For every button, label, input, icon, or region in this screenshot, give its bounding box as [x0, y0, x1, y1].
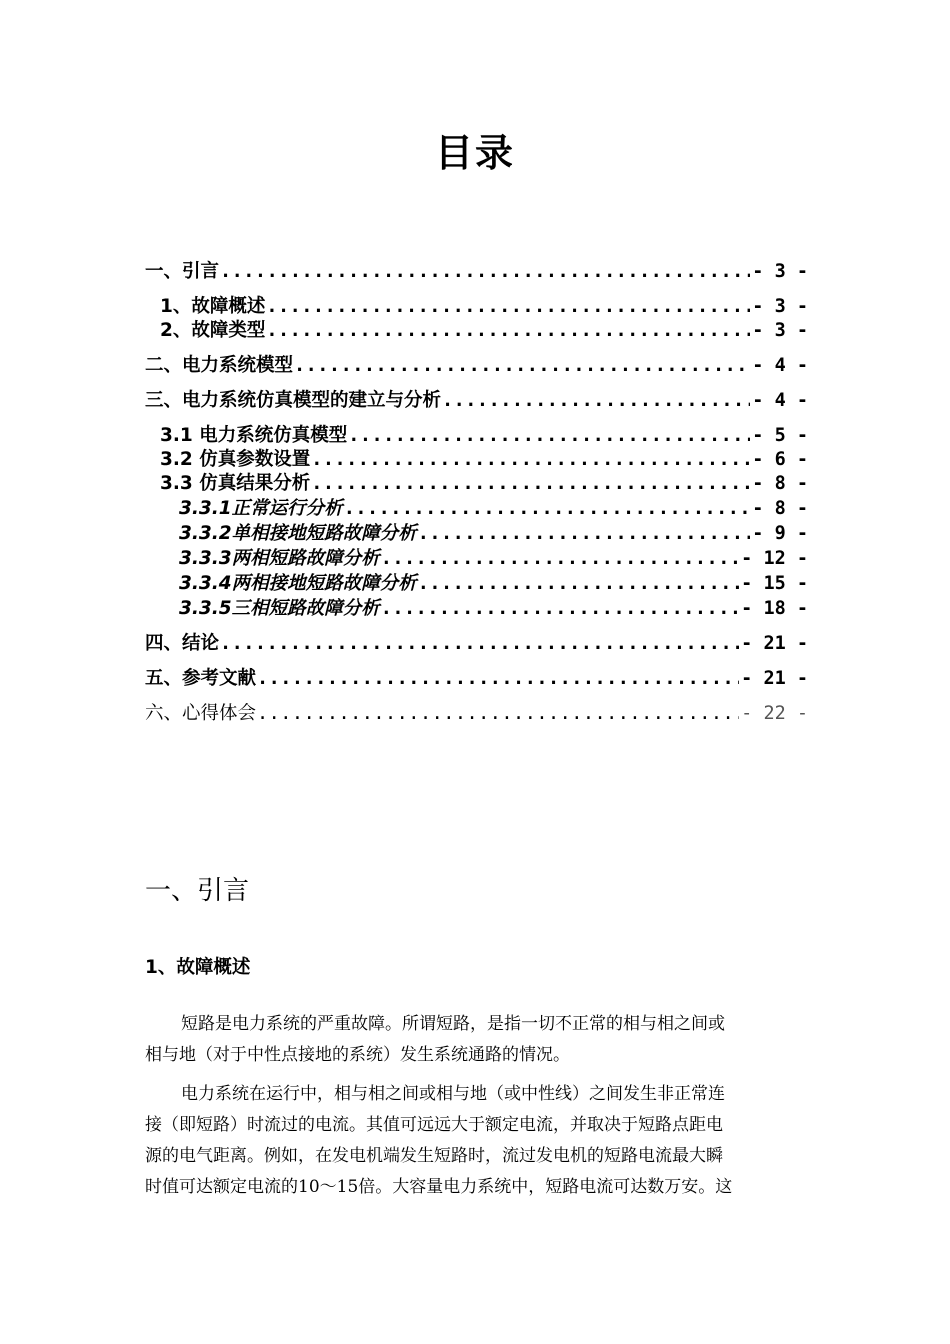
toc-leader-dots [442, 389, 750, 413]
toc-entry-page: - 8 - [752, 473, 808, 494]
paragraph-line: 时值可达额定电流的10～15倍。大容量电力系统中，短路电流可达数万安。这 [145, 1177, 733, 1197]
toc-entry-page: - 22 - [741, 703, 808, 724]
toc-entry-page: - 21 - [741, 668, 808, 689]
toc-leader-dots [344, 497, 751, 521]
toc-entry-text: 3.1 电力系统仿真模型 [160, 425, 348, 446]
toc-entry-text: 1、故障概述 [160, 296, 266, 317]
toc-leader-dots [418, 572, 739, 596]
toc-entry[interactable] [160, 295, 808, 319]
toc-entry[interactable] [179, 522, 808, 546]
toc-leader-dots [381, 547, 739, 571]
toc-entry-text: 3.3.3两相短路故障分析 [179, 548, 380, 569]
toc-entry-text: 六、心得体会 [145, 703, 257, 724]
toc-title: 目录 [434, 131, 515, 175]
toc-entry-text: 三、电力系统仿真模型的建立与分析 [145, 390, 442, 411]
toc-leader-dots [266, 295, 750, 319]
toc-entry-page: - 15 - [741, 573, 808, 594]
toc-leader-dots [418, 522, 751, 546]
toc-entry-page: - 6 - [752, 449, 808, 470]
toc-leader-dots [266, 319, 750, 343]
toc-leader-dots [311, 448, 750, 472]
toc-entry[interactable] [179, 572, 808, 596]
toc-entry-page: - 8 - [752, 498, 808, 519]
paragraph [145, 1079, 805, 1203]
toc-entry[interactable] [145, 389, 808, 413]
toc-entry-page: - 5 - [752, 425, 808, 446]
toc-entry-text: 3.2 仿真参数设置 [160, 449, 311, 470]
toc-entry-text: 五、参考文献 [145, 668, 257, 689]
toc-entry-text: 二、电力系统模型 [145, 355, 294, 376]
toc-entry[interactable] [160, 424, 808, 448]
toc-entry-page: - 3 - [752, 261, 808, 282]
toc-leader-dots [220, 260, 750, 284]
toc-entry-page: - 9 - [752, 523, 808, 544]
toc-entry[interactable] [145, 260, 808, 284]
toc-entry-text: 3.3.2单相接地短路故障分析 [179, 523, 417, 544]
paragraph-line: 接（即短路）时流过的电流。其值可远远大于额定电流，并取决于短路点距电 [145, 1115, 723, 1135]
toc-entry[interactable] [145, 667, 808, 691]
toc-leader-dots [220, 632, 739, 656]
toc-entry[interactable] [160, 472, 808, 496]
toc-entry[interactable] [160, 448, 808, 472]
toc-entry-text: 3.3.1正常运行分析 [179, 498, 343, 519]
toc-entry[interactable] [179, 547, 808, 571]
toc-entry[interactable] [145, 702, 808, 726]
toc-entry-page: - 18 - [741, 598, 808, 619]
toc-leader-dots [294, 354, 750, 378]
toc-entry[interactable] [179, 597, 808, 621]
toc-entry-page: - 4 - [752, 355, 808, 376]
toc-entry-page: - 21 - [741, 633, 808, 654]
toc-entry[interactable] [160, 319, 808, 343]
toc-entry-text: 四、结论 [145, 633, 220, 654]
paragraph-line: 短路是电力系统的严重故障。所谓短路，是指一切不正常的相与相之间或 [181, 1014, 725, 1034]
subsection-heading: 1、故障概述 [145, 957, 251, 978]
paragraph [145, 1009, 805, 1071]
toc-entry-page: - 3 - [752, 296, 808, 317]
toc-entry[interactable] [145, 354, 808, 378]
toc-entry-page: - 4 - [752, 390, 808, 411]
toc-leader-dots [257, 667, 739, 691]
toc-leader-dots [257, 702, 739, 726]
toc-entry[interactable] [179, 497, 808, 521]
toc-entry-text: 3.3 仿真结果分析 [160, 473, 311, 494]
toc-leader-dots [381, 597, 739, 621]
toc-leader-dots [348, 424, 750, 448]
toc-leader-dots [311, 472, 750, 496]
section-heading: 一、引言 [145, 876, 250, 906]
toc-entry[interactable] [145, 632, 808, 656]
paragraph-line: 相与地（对于中性点接地的系统）发生系统通路的情况。 [145, 1045, 570, 1065]
toc-entry-page: - 12 - [741, 548, 808, 569]
toc-entry-text: 3.3.5三相短路故障分析 [179, 598, 380, 619]
toc-entry-text: 2、故障类型 [160, 320, 266, 341]
toc-entry-text: 3.3.4两相接地短路故障分析 [179, 573, 417, 594]
paragraph-line: 源的电气距离。例如，在发电机端发生短路时，流过发电机的短路电流最大瞬 [145, 1146, 723, 1166]
paragraph-line: 电力系统在运行中，相与相之间或相与地（或中性线）之间发生非正常连 [181, 1084, 725, 1104]
toc-entry-text: 一、引言 [145, 261, 220, 282]
toc-entry-page: - 3 - [752, 320, 808, 341]
